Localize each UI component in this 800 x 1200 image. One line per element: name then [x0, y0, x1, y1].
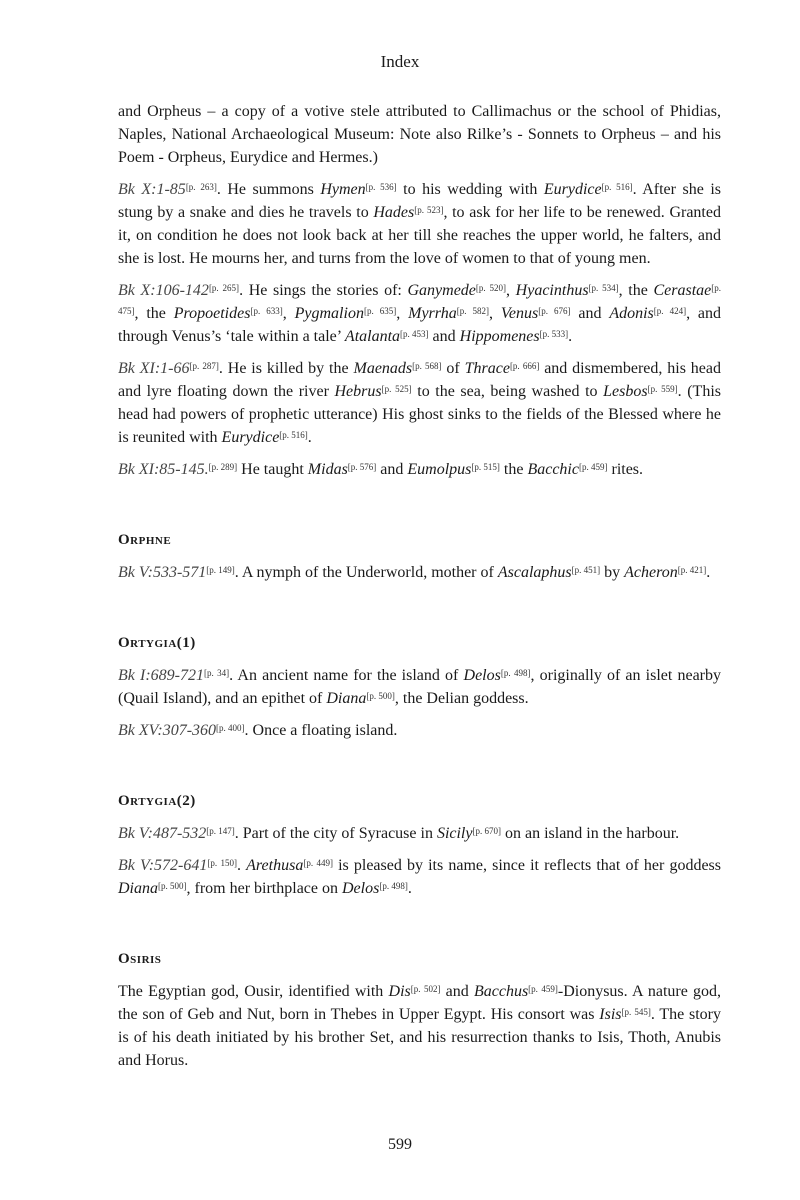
- page-ref[interactable]: [p. 635]: [363, 306, 397, 316]
- book-reference[interactable]: Bk I:689-721: [118, 667, 204, 684]
- book-reference[interactable]: Bk X:106-142: [118, 282, 209, 299]
- name-link[interactable]: Arethusa: [246, 857, 304, 874]
- page-ref[interactable]: [p. 459]: [528, 984, 558, 994]
- page-ref[interactable]: [p. 666]: [509, 361, 540, 371]
- page-ref[interactable]: [p. 475]: [118, 283, 722, 316]
- entry-title-orphne: Orphne: [118, 532, 172, 548]
- name-link[interactable]: Lesbos: [603, 383, 648, 400]
- page-ref[interactable]: [p. 582]: [456, 306, 490, 316]
- entry-title-ortygia-2: Ortygia(2): [118, 793, 196, 809]
- orpheus-paragraph-3: Bk X:106-142[p. 265]. He sings the stories of: Ganymede[p. 520], Hyacinthus[p. 534], the Cerastae[p. 475], the Propoetides[p. 633], Pygmalion[p. 635], Myrrha[p. 582], Venus[p. 676] and Adonis[p. 424], and through Venus’s ‘tale within a tale’ Atalanta[p. 453] and Hippomenes[p. 533].: [118, 282, 722, 345]
- page-ref[interactable]: [p. 451]: [571, 565, 601, 575]
- section-gap: [118, 909, 721, 949]
- page-ref[interactable]: [p. 533]: [539, 329, 569, 339]
- name-link[interactable]: Hebrus: [334, 383, 382, 400]
- name-link[interactable]: Atalanta: [344, 328, 401, 345]
- name-link[interactable]: Hippomenes: [459, 328, 540, 345]
- index-content: [118, 100, 721, 1081]
- page-ref[interactable]: [p. 576]: [347, 462, 377, 472]
- section-gap: [118, 490, 721, 530]
- name-link[interactable]: Venus: [500, 305, 539, 322]
- page-ref[interactable]: [p. 633]: [250, 306, 283, 316]
- book-reference[interactable]: Bk XI:1-66: [118, 360, 190, 377]
- page-ref[interactable]: [p. 500]: [158, 881, 187, 891]
- orpheus-paragraph-2: Bk X:1-85[p. 263]. He summons Hymen[p. 536] to his wedding with Eurydice[p. 516]. After she is stung by a snake and dies he travels to Hades[p. 523], to ask for her life to be renewed. Granted it, on condition he does not look back at her till she reaches the upper world, he falters, and she is lost. He mourns her, and turns from the love of women to that of young men.: [118, 181, 721, 267]
- ortygia1-paragraph-1: Bk I:689-721[p. 34]. An ancient name for the island of Delos[p. 498], originally of an islet nearby (Quail Island), and an epithet of Diana[p. 500], the Delian goddess.: [118, 667, 722, 707]
- page-ref[interactable]: [p. 150]: [207, 858, 238, 868]
- name-link[interactable]: Eumolpus: [407, 461, 472, 478]
- page-ref[interactable]: [p. 265]: [208, 283, 240, 293]
- name-link[interactable]: Ganymede: [407, 282, 476, 299]
- ortygia2-paragraph-2: Bk V:572-641[p. 150]. Arethusa[p. 449] is pleased by its name, since it reflects that of her goddess Diana[p. 500], from her birthplace on Delos[p. 498].: [118, 857, 722, 897]
- page-ref[interactable]: [p. 498]: [500, 668, 531, 678]
- entry-title-osiris: Osiris: [118, 951, 162, 967]
- page-number: 599: [388, 1136, 412, 1153]
- ortygia2-paragraph-1: Bk V:487-532[p. 147]. Part of the city of Syracuse in Sicily[p. 670] on an island in the harbour.: [118, 825, 680, 842]
- name-link[interactable]: Pygmalion: [294, 305, 364, 322]
- page-ref[interactable]: [p. 670]: [472, 826, 501, 836]
- orpheus-paragraph-1: and Orpheus – a copy of a votive stele attributed to Callimachus or the school of Phidias, Naples, National Archaeological Museum: Note also Rilke’s - Sonnets to Orpheus – and his Poem - Orpheus, Eurydice and Hermes.): [118, 103, 721, 166]
- page-ref[interactable]: [p. 676]: [538, 306, 571, 316]
- name-link[interactable]: Maenads: [353, 360, 413, 377]
- page-ref[interactable]: [p. 449]: [303, 858, 333, 868]
- name-link[interactable]: Diana: [118, 880, 158, 897]
- orpheus-paragraph-5: Bk XI:85-145.[p. 289] He taught Midas[p. 576] and Eumolpus[p. 515] the Bacchic[p. 459] rites.: [118, 461, 644, 478]
- name-link[interactable]: Hymen: [320, 181, 366, 198]
- page-ref[interactable]: [p. 523]: [414, 205, 444, 215]
- book-reference[interactable]: Bk V:572-641: [118, 857, 208, 874]
- name-link[interactable]: Midas: [307, 461, 348, 478]
- page-ref[interactable]: [p. 289]: [208, 462, 238, 472]
- section-gap: [118, 751, 721, 791]
- name-link[interactable]: Propoetides: [173, 305, 251, 322]
- page-ref[interactable]: [p. 515]: [471, 462, 500, 472]
- name-link[interactable]: Myrrha: [408, 305, 457, 322]
- page-ref[interactable]: [p. 263]: [185, 182, 217, 192]
- name-link[interactable]: Acheron: [624, 564, 678, 581]
- book-reference[interactable]: Bk XI:85-145.: [118, 461, 209, 478]
- page-ref[interactable]: [p. 502]: [410, 984, 441, 994]
- ortygia1-paragraph-2: Bk XV:307-360[p. 400]. Once a floating island.: [118, 722, 398, 739]
- page-header: Index: [380, 52, 420, 71]
- page-ref[interactable]: [p. 149]: [206, 565, 235, 575]
- name-link[interactable]: Hades: [373, 204, 415, 221]
- page-ref[interactable]: [p. 559]: [647, 384, 678, 394]
- book-reference[interactable]: Bk V:533-571: [118, 564, 207, 581]
- name-link[interactable]: Diana: [326, 690, 367, 707]
- page-ref[interactable]: [p. 516]: [601, 182, 633, 192]
- name-link[interactable]: Adonis: [609, 305, 654, 322]
- name-link[interactable]: Delos: [463, 667, 501, 684]
- orphne-paragraph: Bk V:533-571[p. 149]. A nymph of the Underworld, mother of Ascalaphus[p. 451] by Acheron[p. 421].: [118, 564, 711, 581]
- page-ref[interactable]: [p. 500]: [366, 691, 395, 701]
- book-reference[interactable]: Bk V:487-532: [118, 825, 207, 842]
- page-ref[interactable]: [p. 400]: [216, 723, 245, 733]
- name-link[interactable]: Thrace: [464, 360, 510, 377]
- name-link[interactable]: Dis: [388, 983, 411, 1000]
- page-ref[interactable]: [p. 525]: [381, 384, 412, 394]
- page-ref[interactable]: [p. 498]: [379, 881, 408, 891]
- page-ref[interactable]: [p. 568]: [412, 361, 442, 371]
- entry-title-ortygia-1: Ortygia(1): [118, 635, 196, 651]
- book-reference[interactable]: Bk XV:307-360: [118, 722, 217, 739]
- page-ref[interactable]: [p. 459]: [578, 462, 608, 472]
- page-ref[interactable]: [p. 453]: [400, 329, 429, 339]
- orpheus-paragraph-4: Bk XI:1-66[p. 287]. He is killed by the Maenads[p. 568] of Thrace[p. 666] and dismembered, his head and lyre floating down the river Hebrus[p. 525] to the sea, being washed to Lesbos[p. 559]. (This head had powers of prophetic utterance) His ghost sinks to the fields of the Blessed where he is reunited with Eurydice[p. 516].: [118, 360, 722, 446]
- page-ref[interactable]: [p. 516]: [279, 430, 308, 440]
- page-ref[interactable]: [p. 520]: [475, 283, 507, 293]
- name-link[interactable]: Bacchic: [527, 461, 579, 478]
- book-reference[interactable]: Bk X:1-85: [118, 181, 186, 198]
- page-ref[interactable]: [p. 34]: [204, 668, 230, 678]
- name-link[interactable]: Bacchus: [473, 983, 529, 1000]
- name-link[interactable]: Hyacinthus: [515, 282, 589, 299]
- section-gap: [118, 593, 721, 633]
- page-ref[interactable]: [p. 534]: [588, 283, 619, 293]
- name-link[interactable]: Eurydice: [543, 181, 602, 198]
- page-ref[interactable]: [p. 536]: [365, 182, 397, 192]
- name-link[interactable]: Sicily: [436, 825, 473, 842]
- name-link[interactable]: Isis: [599, 1006, 622, 1023]
- page-ref[interactable]: [p. 545]: [621, 1007, 651, 1017]
- name-link[interactable]: Cerastae: [653, 282, 712, 299]
- osiris-paragraph: The Egyptian god, Ousir, identified with Dis[p. 502] and Bacchus[p. 459]-Dionysus. A nature god, the son of Geb and Nut, born in Thebes in Upper Egypt. His consort was Isis[p. 545]. The story is of his death initiated by his brother Set, and his resurrection thanks to Isis, Thoth, Anubis and Horus.: [118, 983, 722, 1069]
- name-link[interactable]: Ascalaphus: [497, 564, 572, 581]
- name-link[interactable]: Eurydice: [221, 429, 280, 446]
- page-ref[interactable]: [p. 421]: [677, 565, 707, 575]
- name-link[interactable]: Delos: [342, 880, 380, 897]
- page-ref[interactable]: [p. 147]: [206, 826, 235, 836]
- page-ref[interactable]: [p. 424]: [653, 306, 687, 316]
- page-ref[interactable]: [p. 287]: [189, 361, 219, 371]
